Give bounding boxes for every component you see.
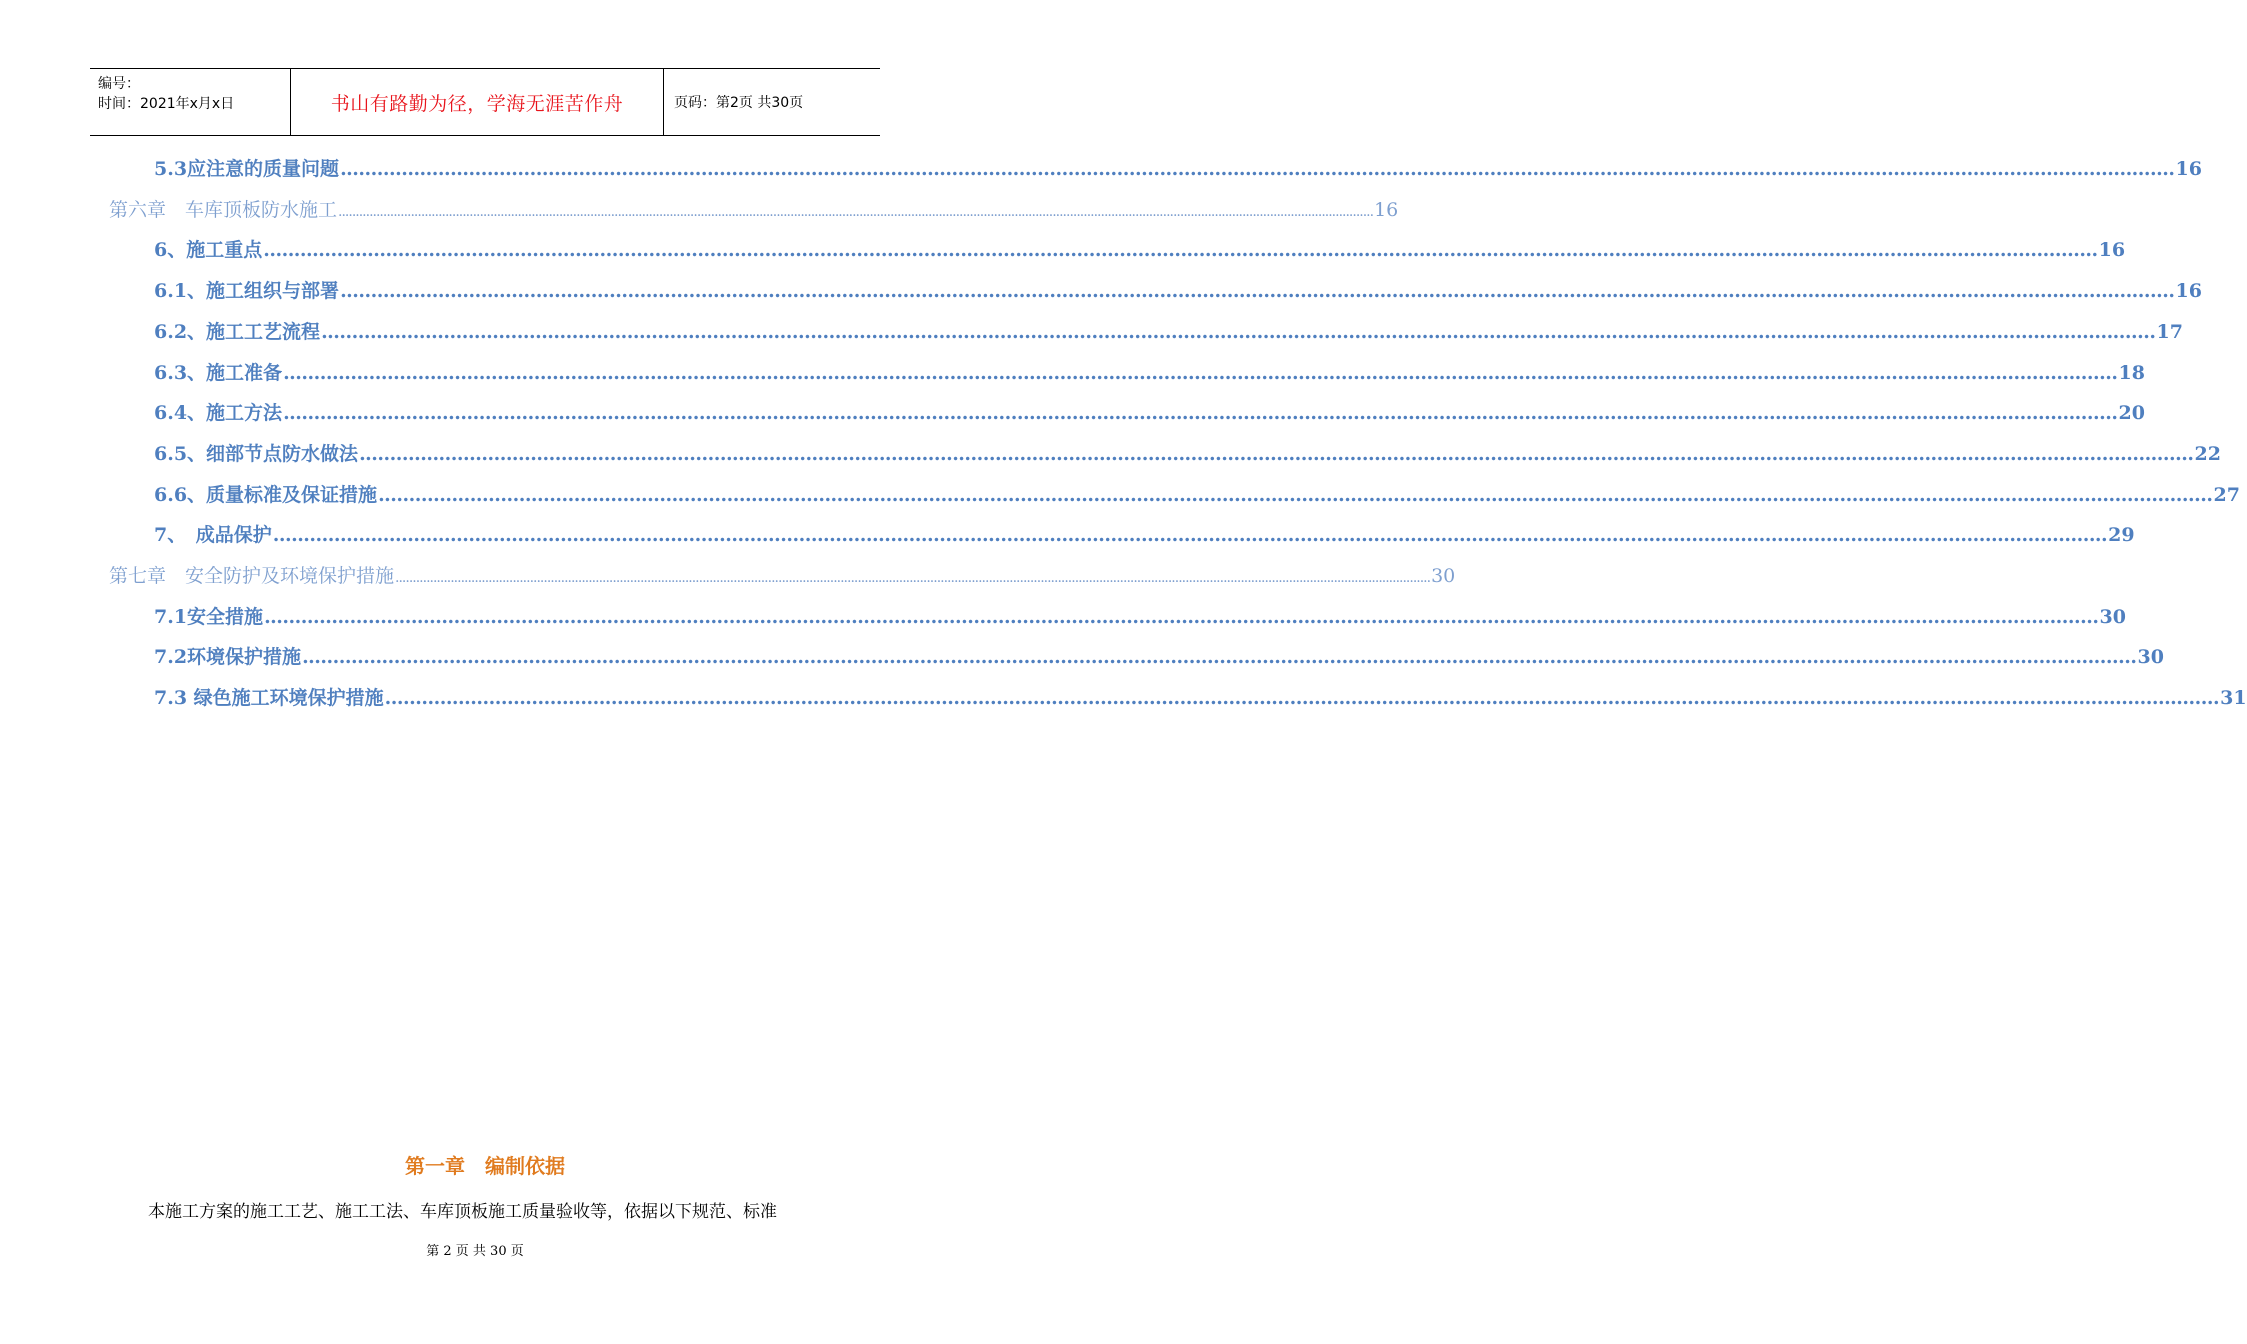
- toc-dot-leader: ............................................................................................................................................................................................................................................................................................................: [283, 402, 2118, 425]
- header-motto-cell: [291, 69, 664, 135]
- toc-entry-label: 6.3、施工准备: [154, 361, 283, 384]
- header-left-cell: [90, 69, 291, 135]
- toc-dot-leader: ............................................................................................................................................................................................................................................................................................................: [283, 361, 2118, 384]
- document-number-label: 编号：: [98, 76, 140, 92]
- toc-page-number: 16: [2175, 280, 2202, 303]
- toc-page-number: 16: [2098, 239, 2126, 262]
- toc-entry-label: 7.2环境保护措施: [154, 646, 302, 669]
- toc-entry[interactable]: [0, 602, 2126, 632]
- toc-page-number: 27: [2213, 483, 2240, 506]
- toc-entry[interactable]: [0, 683, 2247, 713]
- toc-entry[interactable]: [0, 398, 2145, 428]
- toc-page-number: 16: [2175, 158, 2202, 180]
- toc-entry-label: 5.3应注意的质量问题: [154, 158, 340, 180]
- toc-entry[interactable]: [0, 480, 2240, 510]
- toc-dot-leader: ............................................................................................................................................................................................................................................................................................................: [272, 524, 2108, 547]
- body-paragraph: 本施工方案的施工工艺、施工工法、车库顶板施工质量验收等，依据以下规范、标准: [148, 1202, 777, 1222]
- toc-page-number: 31: [2220, 687, 2247, 710]
- toc-page-number: 30: [2137, 646, 2164, 669]
- toc-dot-leader: ............................................................................................................................................................................................................................................................................................................: [359, 442, 2194, 465]
- toc-entry[interactable]: [0, 235, 2126, 265]
- toc-dot-leader: ............................................................................................................................................................................................................................................................................................................: [384, 687, 2220, 710]
- toc-entry[interactable]: [0, 276, 2202, 306]
- header-page-number: 页码：第2页 共30页: [674, 95, 804, 111]
- toc-entry-label: 7.1安全措施: [154, 605, 264, 628]
- toc-dot-leader: ............................................................................................................................................................................................................................................................................................................: [340, 158, 2175, 180]
- toc-entry-label: 6.6、质量标准及保证措施: [154, 483, 378, 506]
- toc-entry[interactable]: [0, 154, 2202, 184]
- page-header: [90, 68, 880, 136]
- toc-entry[interactable]: [0, 561, 1456, 591]
- toc-entry[interactable]: [0, 317, 2183, 347]
- toc-page-number: 22: [2194, 442, 2221, 465]
- toc-page-number: 17: [2156, 320, 2183, 343]
- document-time-label: 时间：2021年x月x日: [98, 96, 235, 112]
- toc-entry-label: 7、 成品保护: [154, 524, 272, 547]
- toc-page-number: 29: [2108, 524, 2135, 547]
- toc-entry-label: 6.2、施工工艺流程: [154, 320, 321, 343]
- toc-entry-label: 第六章 车库顶板防水施工: [109, 198, 338, 221]
- toc-dot-leader: ............................................................................................................................................................................................................................................................................................................: [263, 239, 2098, 262]
- toc-entry-label: 6.5、细部节点防水做法: [154, 442, 359, 465]
- toc-entry-label: 第七章 安全防护及环境保护措施: [109, 565, 395, 587]
- toc-page-number: 30: [2099, 605, 2126, 628]
- toc-dot-leader: ............................................................................................................................................................................................................................................................................................................: [378, 483, 2213, 506]
- page-footer: 第 2 页 共 30 页: [426, 1244, 524, 1259]
- toc-page-number: 16: [1374, 198, 1399, 221]
- toc-dot-leader: ............................................................................................................................................................................................................................................................................................................: [340, 280, 2175, 303]
- toc-page-number: 18: [2118, 361, 2145, 384]
- toc-dot-leader: ............................................................................................................................................................................................................................................................................................................: [395, 570, 1431, 586]
- toc-entry[interactable]: [0, 439, 2221, 469]
- toc-dot-leader: ............................................................................................................................................................................................................................................................................................................: [302, 646, 2137, 669]
- chapter-title: 第一章 编制依据: [405, 1154, 565, 1178]
- toc-entry[interactable]: [0, 642, 2164, 672]
- toc-entry-label: 6.1、施工组织与部署: [154, 280, 340, 303]
- toc-page-number: 20: [2118, 402, 2145, 425]
- toc-dot-leader: ............................................................................................................................................................................................................................................................................................................: [264, 605, 2099, 628]
- toc-entry[interactable]: [0, 358, 2145, 388]
- toc-entry-label: 6、施工重点: [154, 239, 263, 262]
- toc-dot-leader: ............................................................................................................................................................................................................................................................................................................: [321, 320, 2156, 343]
- toc-entry-label: 7.3 绿色施工环境保护措施: [154, 687, 384, 710]
- toc-entry[interactable]: [0, 195, 1399, 225]
- toc-entry-label: 6.4、施工方法: [154, 402, 283, 425]
- toc-entry[interactable]: [0, 520, 2135, 550]
- toc-page-number: 30: [1431, 565, 1456, 587]
- header-motto: 书山有路勤为径，学海无涯苦作舟: [330, 92, 624, 115]
- toc-dot-leader: ............................................................................................................................................................................................................................................................................................................: [338, 203, 1374, 220]
- header-page-cell: [664, 69, 880, 135]
